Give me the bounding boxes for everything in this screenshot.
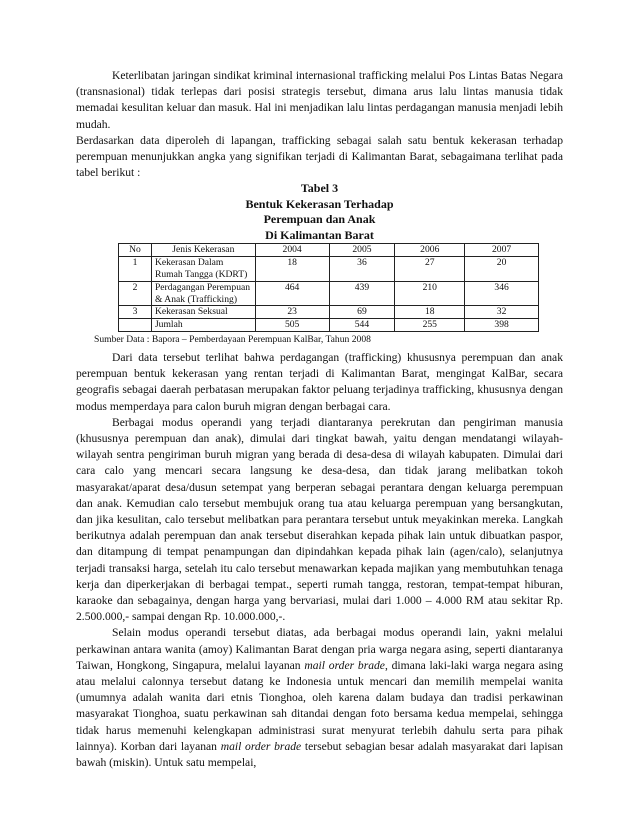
table-row: [119, 257, 539, 282]
cell-no: 1: [119, 257, 152, 282]
cell-type: Kekerasan Dalam Rumah Tangga (KDRT): [151, 257, 255, 282]
table-row: [119, 281, 539, 306]
cell-2006: 18: [395, 306, 465, 319]
paragraph-5-part-3: tersebut sebagian besar adalah masyarakat dari lapisan bawah (miskin). Untuk satu mempelai,: [76, 739, 564, 770]
cell-2004: 18: [255, 257, 329, 282]
cell-2007: 20: [465, 257, 539, 282]
table-source: Sumber Data : Bapora – Pemberdayaan Perempuan KalBar, Tahun 2008: [94, 334, 371, 345]
cell-2005: 36: [329, 257, 395, 282]
cell-2004: 464: [255, 281, 329, 306]
table-title-number: Tabel 3: [300, 181, 339, 196]
paragraph-1: Keterlibatan jaringan sindikat kriminal internasional trafficking melalui Pos Lintas Batas Negara (transnasional) tidak terlepas dari posisi strategis tersebut, dimana arus lalu lintas manusia tidak memadai kesulitan keluar dan masuk. Hal ini menjadikan lalu lintas perdagangan manusia menjadi lebih mudah.: [76, 69, 563, 131]
cell-2007: 32: [465, 306, 539, 319]
cell-no: 2: [119, 281, 152, 306]
cell-2005: 69: [329, 306, 395, 319]
document-page: [76, 68, 563, 771]
violence-table: [118, 243, 539, 332]
table-header-row: [119, 244, 539, 257]
mail-order-brade-term-1: mail order brade: [304, 658, 385, 672]
header-2006: 2006: [395, 244, 465, 257]
header-type: Jenis Kekerasan: [151, 244, 255, 257]
cell-2005: 439: [329, 281, 395, 306]
header-2007: 2007: [465, 244, 539, 257]
cell-2004: 23: [255, 306, 329, 319]
paragraph-4: Berbagai modus operandi yang terjadi diantaranya perekrutan dan pengiriman manusia (khususnya perempuan dan anak), dimulai dari tingkat bawah, yaitu dengan mendatangi wilayah-wilayah sentra pengiriman buruh migran yang berada di desa-desa di wilayah kabupaten. Dimulai dari cara calo yang mencari secara langsung ke desa-desa, dan tidak jarang melibatkan tokoh masyarakat/aparat desa/dusun setempat yang berperan sebagai perantara dengan keluarga perempuan dan anak. Kemudian calo tersebut membujuk orang tua atau keluarga perempuan yang bersangkutan, dan jika kesulitan, calo tersebut melibatkan para perantara tersebut untuk meyakinkan mereka. Langkah berikutnya adalah perempuan dan anak tersebut diserahkan kepada pihak lain untuk dibuatkan paspor, dan ditampung di tempat penampungan dan dipindahkan kepada pihak lain (agen/calo), selanjutnya terjadi transaksi harga, setelah itu calo tersebut menawarkan kepada majikan yang membutuhkan tenaga kerja dan diperkerjakan di berbagai tempat., seperti rumah tangga, restoran, tempat-tempat hiburan, karaoke dan sebagainya, dengan harga yang bervariasi, mulai dari 1.000 – 4.000 RM atau sekitar Rp. 2.500.000,- sampai dengan Rp. 10.000.000,-.: [76, 415, 563, 624]
header-2005: 2005: [329, 244, 395, 257]
header-2004: 2004: [255, 244, 329, 257]
cell-type: Jumlah: [151, 319, 255, 332]
cell-type: Kekerasan Seksual: [151, 306, 255, 319]
mail-order-brade-term-2: mail order brade: [220, 739, 302, 753]
table-title-line-2: Perempuan dan Anak: [263, 212, 376, 227]
paragraph-2: Berdasarkan data diperoleh di lapangan, trafficking sebagai salah satu bentuk kekerasan terhadap perempuan menunjukkan angka yang signifikan terjadi di Kalimantan Barat, sebagaimana terlihat pada tabel berikut :: [76, 133, 563, 180]
header-no: No: [119, 244, 152, 257]
paragraph-5: [76, 625, 563, 771]
cell-2005: 544: [329, 319, 395, 332]
table-title-line-3: Di Kalimantan Barat: [265, 227, 374, 242]
cell-no: [119, 319, 152, 332]
cell-no: 3: [119, 306, 152, 319]
table-title-line-1: Bentuk Kekerasan Terhadap: [245, 196, 394, 211]
cell-type: Perdagangan Perempuan & Anak (Trafficking): [151, 281, 255, 306]
paragraph-5-part-1: Selain modus operandi tersebut diatas, ada berbagai modus operandi lain, yakni melalui perkawinan antara wanita (amoy) Kalimantan Barat dengan pria warga negara asing, seperti diantaranya Taiwan, Hongkong, Singapura, melalui layanan: [76, 626, 563, 672]
cell-2006: 255: [395, 319, 465, 332]
paragraph-5-part-2: , dimana laki-laki warga negara asing atau melalui calonnya tersebut datang ke Indonesia untuk mencari dan memilih mempelai wanita (umumnya adalah wanita dari etnis Tionghoa, oleh karena dalam budaya dan tradisi perkawinan masyarakat Tionghoa, suatu perkawinan sah ditandai dengan foto bersama kedua mempelai, sehingga tidak harus memenuhi kelengkapan administrasi surat menyurat terlebih dahulu serta para pihak lainnya). Korban dari layanan: [76, 658, 564, 753]
cell-2007: 398: [465, 319, 539, 332]
cell-2006: 210: [395, 281, 465, 306]
table-row: [119, 306, 539, 319]
table-total-row: [119, 319, 539, 332]
paragraph-3: Dari data tersebut terlihat bahwa perdagangan (trafficking) khususnya perempuan dan anak perempuan bentuk kekerasan yang rentan terjadi di Kalimantan Barat, mengingat KalBar, secara geografis sebagai daerah perbatasan merupakan faktor peluang terjadinya trafficking, khususnya dengan modus memperdaya para calon buruh migran dengan berbagai cara.: [76, 351, 563, 413]
cell-2007: 346: [465, 281, 539, 306]
cell-2004: 505: [255, 319, 329, 332]
cell-2006: 27: [395, 257, 465, 282]
